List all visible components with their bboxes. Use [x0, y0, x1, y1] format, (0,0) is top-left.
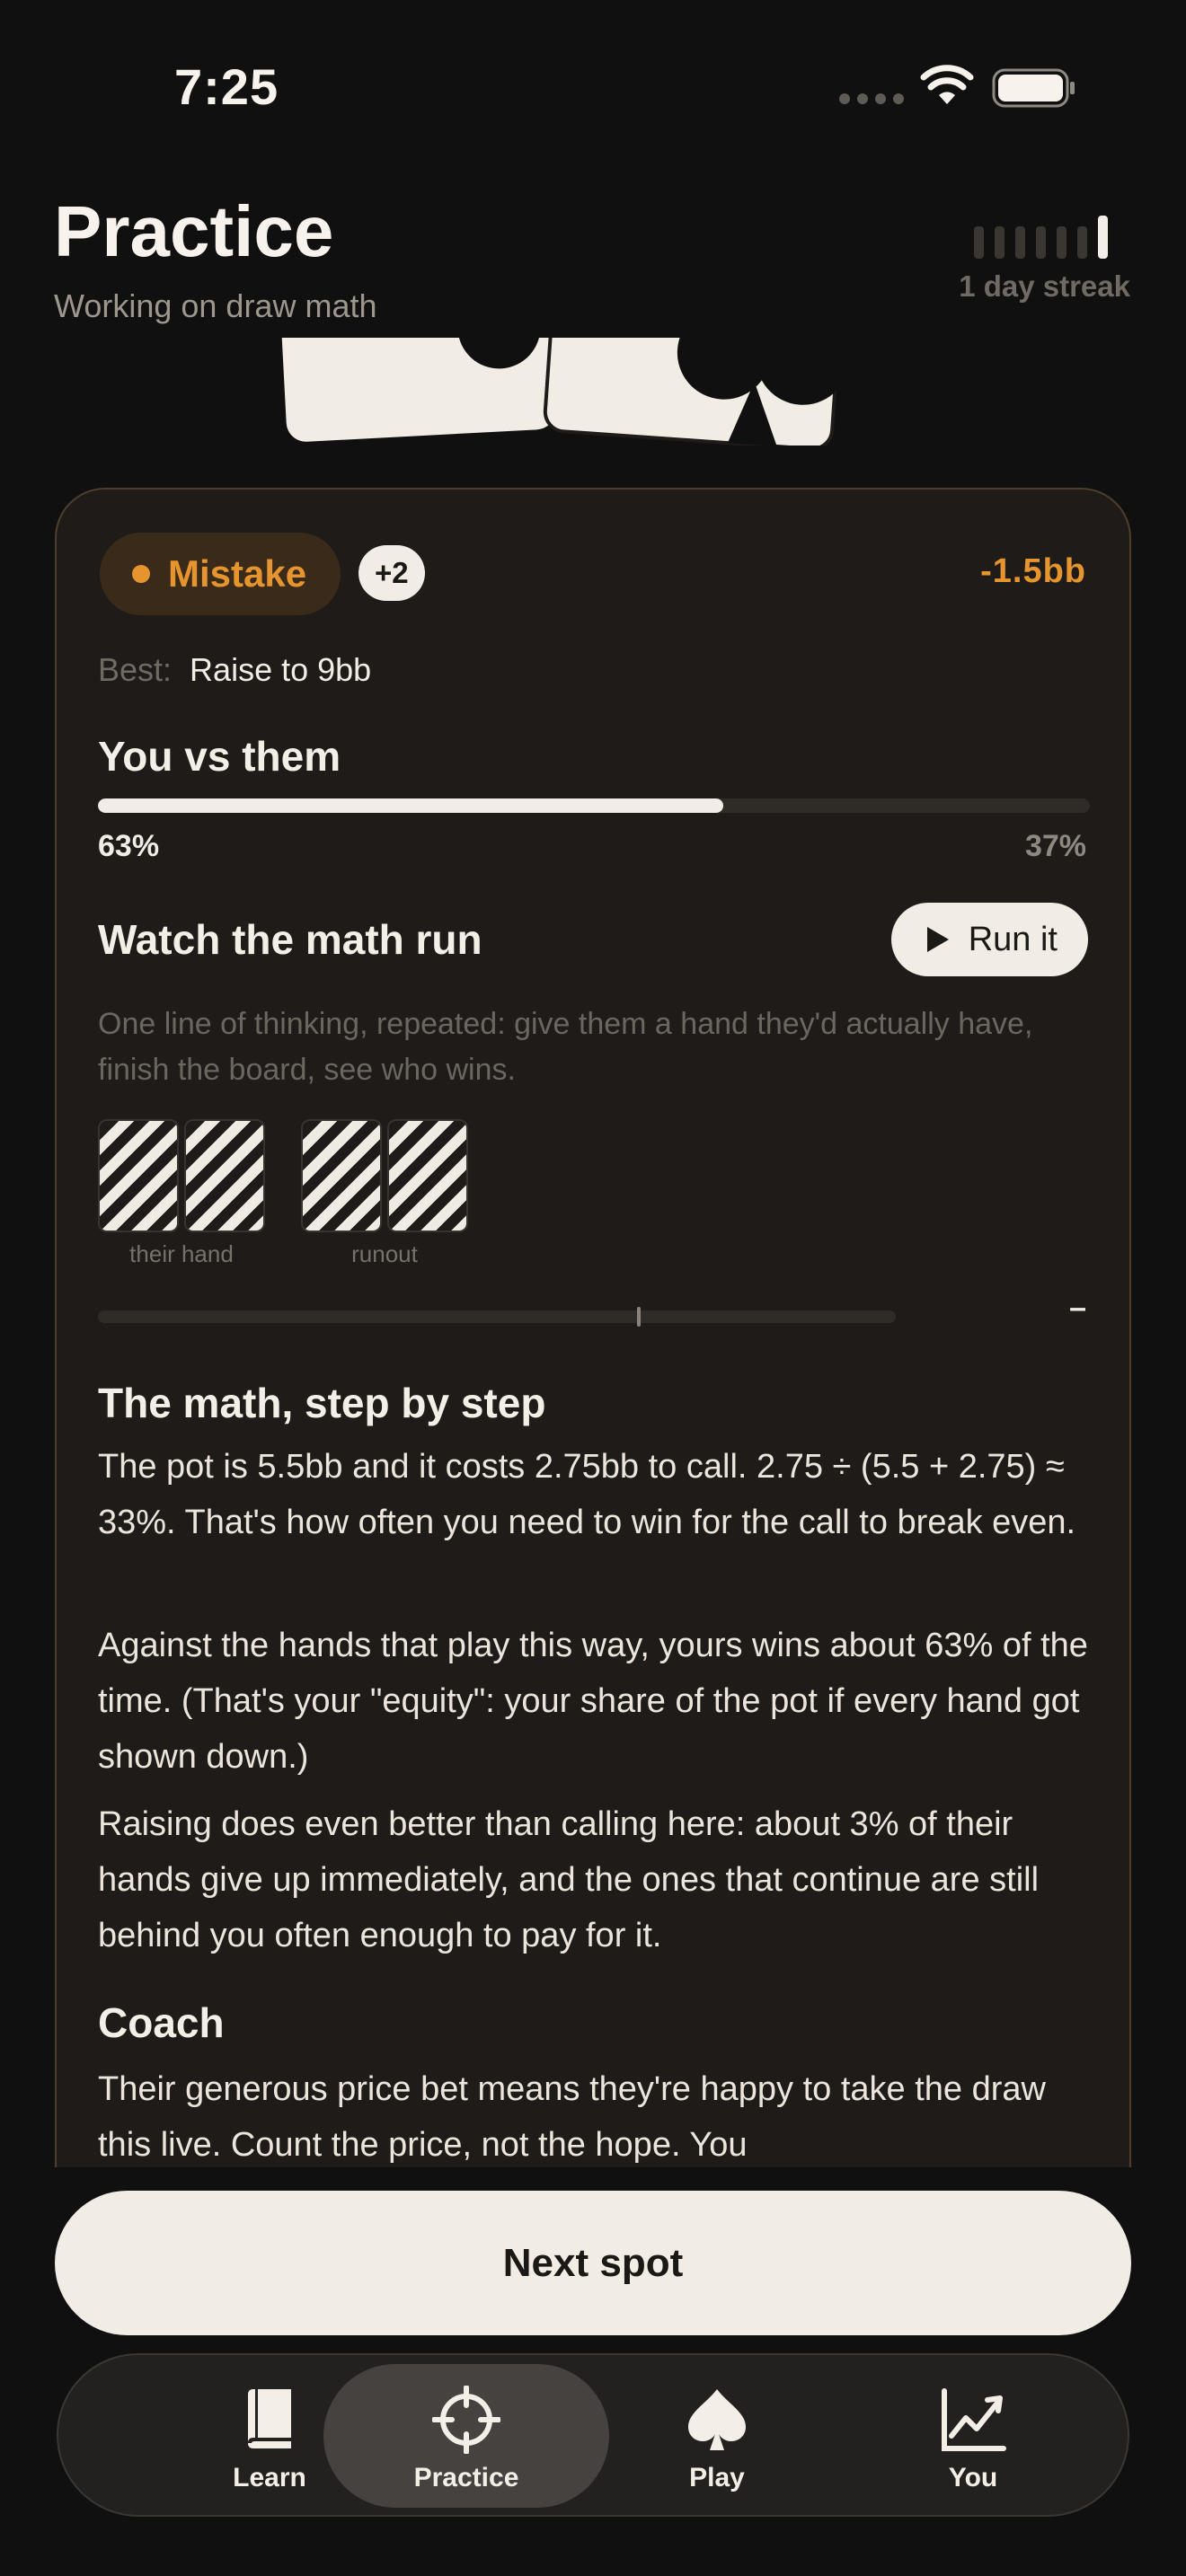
streak-day-bar — [974, 226, 984, 259]
their-hand-label: their hand — [129, 1240, 234, 1267]
equity-bar — [98, 798, 1090, 813]
page-title: Practice — [54, 191, 334, 271]
their-equity: 37% — [1024, 829, 1086, 863]
streak-day-bar — [1077, 226, 1087, 259]
tab-label: You — [948, 2463, 998, 2492]
peeking-board-cards — [279, 338, 907, 446]
run-it-button[interactable] — [891, 903, 1088, 976]
streak-day-bar — [1057, 226, 1067, 259]
extra-mistakes-badge[interactable]: +2 — [358, 545, 425, 601]
simulation-description: One line of thinking, repeated: give them a hand they'd actually have, finish the board, see who wins. — [98, 1007, 1033, 1087]
best-label: Best: — [98, 651, 173, 688]
run-it-label: Run it — [968, 920, 1058, 958]
step-paragraph: Against the hands that play this way, yours wins about 63% of the time. (That's your "equity": your share of the pot if every hand got shown down.) — [98, 1627, 1088, 1776]
wifi-icon — [920, 65, 974, 108]
battery-icon — [992, 68, 1076, 108]
their-hand-cards — [98, 1119, 265, 1232]
streak-indicator[interactable] — [974, 216, 1108, 259]
page-subtitle: Working on draw math — [54, 287, 377, 324]
streak-day-bar — [1036, 226, 1046, 259]
simulation-title: Watch the math run — [98, 916, 482, 963]
status-bar — [0, 0, 1186, 180]
tab-practice[interactable] — [323, 2364, 609, 2508]
play-icon — [925, 925, 951, 954]
tab-label: Practice — [413, 2463, 519, 2492]
best-action: Raise to 9bb — [190, 651, 372, 688]
hidden-card — [387, 1119, 468, 1232]
equity-title: You vs them — [98, 733, 341, 780]
book-icon — [235, 2386, 304, 2454]
tab-you[interactable] — [830, 2364, 1116, 2508]
tab-play[interactable] — [574, 2364, 860, 2508]
hidden-card — [98, 1119, 179, 1232]
hidden-card — [184, 1119, 265, 1232]
streak-day-bar — [1098, 216, 1108, 259]
streak-label: 1 day streak — [959, 269, 1130, 303]
feedback-card — [55, 488, 1131, 2167]
status-time: 7:25 — [174, 58, 279, 115]
step-paragraph: The pot is 5.5bb and it costs 2.75bb to call. 2.75 ÷ (5.5 + 2.75) ≈ 33%. That's how often you need to win for the call to break even. — [98, 1448, 1076, 1541]
ev-loss-value: -1.5bb — [980, 552, 1086, 590]
streak-day-bar — [1015, 226, 1025, 259]
tab-label: Play — [689, 2463, 745, 2492]
equity-bar-fill — [98, 798, 723, 813]
best-action-row — [98, 651, 371, 689]
tab-label: Learn — [233, 2463, 306, 2492]
verdict-label: Mistake — [168, 552, 307, 595]
break-even-marker — [637, 1307, 641, 1327]
runout-label: runout — [351, 1240, 418, 1267]
coach-text: Their generous price bet means they're happy to take the draw this live. Count the price, not the hope. You — [98, 2070, 1046, 2164]
your-equity: 63% — [98, 829, 160, 863]
hidden-card — [301, 1119, 382, 1232]
spade-icon — [683, 2386, 751, 2454]
coach-title: Coach — [98, 1999, 225, 2046]
crosshair-icon — [432, 2386, 500, 2454]
simulation-progress-track — [98, 1310, 896, 1323]
tab-bar — [57, 2353, 1129, 2517]
simulation-readout: – — [1069, 1291, 1086, 1325]
verdict-dot-icon — [132, 565, 150, 583]
cellular-signal-icon — [839, 93, 904, 104]
steps-title: The math, step by step — [98, 1380, 546, 1426]
chart-icon — [939, 2386, 1007, 2454]
next-spot-button[interactable]: Next spot — [55, 2191, 1131, 2335]
runout-cards — [301, 1119, 468, 1232]
streak-day-bar — [995, 226, 1005, 259]
verdict-badge — [100, 533, 341, 615]
step-paragraph: Raising does even better than calling here: about 3% of their hands give up immediately, and the ones that continue are still behind you often enough to pay for it. — [98, 1805, 1040, 1954]
